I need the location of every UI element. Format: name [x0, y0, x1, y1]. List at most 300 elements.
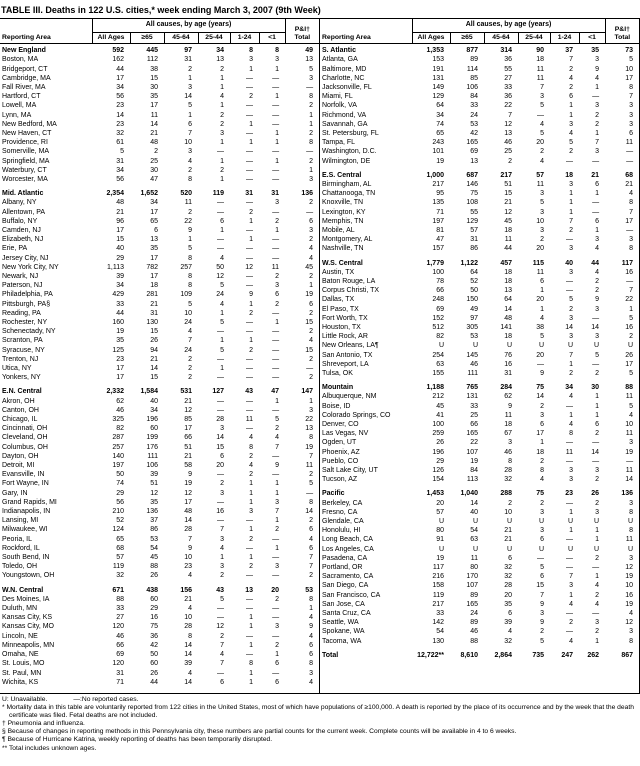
- value-cell: 1: [595, 226, 600, 234]
- value-cell: 1: [540, 287, 544, 295]
- area-cell: Knoxville, TN: [322, 199, 364, 207]
- value-cell: 20: [504, 591, 512, 599]
- value-cell: 8: [508, 457, 512, 465]
- value-cell: 11: [245, 416, 253, 424]
- value-cell: 52: [470, 277, 478, 285]
- value-cell: 5: [540, 637, 544, 645]
- value-cell: 111: [467, 370, 478, 377]
- table-row: [320, 499, 639, 508]
- value-cell: 1,000: [426, 171, 444, 179]
- table-row: [320, 235, 639, 244]
- value-cell: 11: [536, 268, 544, 276]
- value-cell: 31: [116, 669, 124, 677]
- value-cell: 9: [595, 296, 600, 304]
- value-cell: 6: [275, 660, 280, 668]
- value-cell: 3: [629, 120, 634, 128]
- area-cell: Buffalo, NY: [2, 217, 38, 225]
- value-cell: 26: [436, 439, 444, 447]
- value-cell: 3: [569, 268, 573, 276]
- table-row: [320, 198, 639, 207]
- value-cell: 4: [220, 93, 224, 101]
- value-cell: 160: [112, 318, 124, 326]
- value-cell: —: [217, 374, 224, 382]
- value-cell: 165: [466, 430, 478, 438]
- value-cell: —: [217, 605, 224, 613]
- value-cell: —: [246, 148, 253, 156]
- value-cell: 8: [629, 508, 634, 516]
- value-cell: 6: [275, 678, 280, 686]
- value-cell: 1: [220, 309, 224, 317]
- table-row: [320, 83, 639, 92]
- value-cell: —: [246, 129, 253, 137]
- value-cell: 3: [540, 190, 544, 198]
- value-cell: 2,864: [494, 651, 512, 659]
- value-cell: 1: [309, 166, 314, 174]
- value-cell: 17: [150, 102, 158, 110]
- table-row: [0, 198, 319, 207]
- value-cell: 1: [249, 120, 253, 128]
- value-cell: 34: [150, 406, 158, 414]
- value-cell: 30: [591, 384, 600, 392]
- value-cell: 17: [625, 217, 634, 225]
- value-cell: 5: [629, 56, 634, 64]
- value-cell: 5: [540, 333, 544, 341]
- col-header-pi-total: P&I† Total: [285, 19, 319, 44]
- value-cell: 1,188: [426, 384, 444, 392]
- table-row: [320, 295, 639, 304]
- value-cell: 22: [470, 439, 478, 447]
- col-header-age-5: 1-24: [550, 32, 579, 44]
- value-cell: 196: [432, 448, 444, 456]
- table-row: [320, 92, 639, 101]
- value-cell: 14: [184, 651, 192, 659]
- value-cell: 18: [504, 333, 512, 341]
- value-cell: 90: [536, 47, 544, 55]
- area-cell: Pueblo, CO: [322, 457, 359, 465]
- value-cell: 7: [540, 83, 544, 91]
- value-cell: 257: [112, 443, 124, 451]
- value-cell: 8: [188, 254, 192, 262]
- value-cell: 154: [432, 476, 444, 484]
- value-cell: 142: [432, 619, 444, 627]
- value-cell: 4: [309, 337, 314, 345]
- value-cell: 1: [275, 489, 280, 497]
- value-cell: 7: [595, 139, 600, 147]
- area-cell: Lynn, MA: [2, 111, 32, 119]
- value-cell: 85: [470, 74, 478, 82]
- col-header-age-2: ≥65: [130, 32, 164, 44]
- value-cell: 31: [504, 370, 512, 377]
- value-cell: 3: [220, 489, 224, 497]
- value-cell: 1: [249, 614, 253, 622]
- value-cell: 2: [249, 452, 253, 460]
- area-cell: San Francisco, CA: [322, 591, 381, 599]
- value-cell: 11: [625, 430, 634, 438]
- value-cell: 4: [508, 628, 512, 636]
- area-cell: Erie, PA: [2, 245, 28, 253]
- value-cell: 11: [184, 199, 192, 207]
- value-cell: 217: [432, 600, 444, 608]
- value-cell: 23: [116, 355, 124, 363]
- table-row: [0, 55, 319, 64]
- table-row: [0, 373, 319, 382]
- value-cell: 19: [184, 480, 192, 488]
- area-cell: Schenectady, NY: [2, 328, 56, 336]
- value-cell: 17: [116, 74, 124, 82]
- value-cell: 2: [309, 236, 314, 244]
- value-cell: 21: [591, 171, 600, 179]
- table-row: [0, 489, 319, 498]
- value-cell: 2: [275, 641, 280, 649]
- value-cell: —: [592, 157, 600, 165]
- area-cell: Somerville, MA: [2, 148, 50, 156]
- footnote: § Because of changes in reporting methods in this Pennsylvania city, these numbers are partial counts for the current week. Complete counts will be available in 4 to 6 weeks.: [2, 728, 517, 736]
- value-cell: 248: [432, 296, 444, 304]
- value-cell: 25: [504, 148, 512, 156]
- value-cell: 2: [220, 120, 224, 128]
- area-cell: San Jose, CA: [322, 600, 365, 608]
- value-cell: 13: [245, 586, 253, 594]
- footnote: ¶ Because of Hurricane Katrina, weekly reporting of deaths has been temporarily disrupted.: [2, 736, 273, 744]
- value-cell: 14: [591, 323, 600, 331]
- area-cell: Rochester, NY: [2, 318, 48, 326]
- value-cell: 1: [309, 605, 314, 613]
- value-cell: 1: [309, 282, 314, 290]
- value-cell: —: [272, 309, 280, 317]
- table-row: [0, 678, 319, 687]
- value-cell: —: [217, 355, 224, 363]
- value-cell: —: [272, 365, 280, 372]
- value-cell: 1,353: [426, 47, 444, 55]
- value-cell: —: [217, 614, 224, 622]
- table-row: [320, 351, 639, 360]
- value-cell: 1: [220, 337, 224, 345]
- area-cell: Toledo, OH: [2, 563, 38, 571]
- area-cell: Dayton, OH: [2, 452, 39, 460]
- value-cell: 4: [220, 254, 224, 262]
- value-cell: 54: [470, 527, 478, 535]
- value-cell: 11: [536, 65, 544, 73]
- value-cell: 127: [212, 388, 224, 396]
- value-cell: 8: [309, 434, 314, 442]
- value-cell: 1: [275, 480, 280, 488]
- value-cell: 51: [150, 480, 158, 488]
- value-cell: —: [246, 328, 253, 336]
- value-cell: 305: [466, 323, 478, 331]
- value-cell: 6: [595, 217, 600, 225]
- value-cell: 3: [249, 508, 253, 516]
- table-row: [0, 83, 319, 92]
- value-cell: —: [537, 360, 544, 368]
- value-cell: 64: [504, 296, 512, 304]
- value-cell: 4: [188, 605, 192, 613]
- value-cell: 39: [150, 471, 158, 479]
- area-cell: Elizabeth, NJ: [2, 236, 44, 244]
- area-cell: Gary, IN: [2, 489, 28, 497]
- value-cell: 1: [569, 199, 573, 207]
- area-cell: Mid. Atlantic: [2, 190, 44, 198]
- area-cell: Cincinnati, OH: [2, 425, 48, 433]
- col-header-age-1: All Ages: [92, 32, 130, 44]
- value-cell: 3: [629, 102, 634, 110]
- value-cell: —: [592, 360, 600, 368]
- value-cell: —: [626, 148, 634, 156]
- value-cell: 7: [569, 351, 573, 359]
- value-cell: 8: [569, 430, 573, 438]
- value-cell: 18: [504, 268, 512, 276]
- table-row: [0, 120, 319, 129]
- value-cell: 1: [249, 300, 253, 308]
- value-cell: 42: [470, 129, 478, 137]
- value-cell: —: [272, 74, 280, 82]
- value-cell: 1: [249, 669, 253, 677]
- value-cell: 117: [432, 564, 444, 572]
- table-row: [0, 669, 319, 678]
- value-cell: 46: [504, 448, 512, 456]
- value-cell: 5: [188, 300, 192, 308]
- value-cell: 31: [271, 190, 280, 198]
- value-cell: 14: [216, 434, 224, 442]
- area-cell: Allentown, PA: [2, 208, 46, 216]
- value-cell: 131: [432, 74, 444, 82]
- value-cell: —: [272, 572, 280, 580]
- value-cell: 11: [625, 393, 634, 401]
- value-cell: 2: [220, 111, 224, 119]
- table-row: [320, 138, 639, 147]
- value-cell: 1: [629, 305, 634, 313]
- value-cell: 14: [184, 641, 192, 649]
- value-cell: 14: [565, 323, 573, 331]
- value-cell: 3: [540, 93, 544, 101]
- value-cell: 2: [595, 370, 600, 377]
- value-cell: 46: [504, 139, 512, 147]
- value-cell: 19: [470, 457, 478, 465]
- value-cell: 37: [565, 47, 573, 55]
- value-cell: 4: [540, 120, 544, 128]
- table-row: [320, 74, 639, 83]
- area-cell: Austin, TX: [322, 268, 355, 276]
- area-cell: Indianapolis, IN: [2, 508, 51, 516]
- value-cell: 1,122: [460, 259, 478, 267]
- area-cell: Akron, OH: [2, 397, 35, 405]
- area-cell: Las Vegas, NV: [322, 430, 369, 438]
- value-cell: 1: [309, 397, 314, 405]
- table-row: [320, 637, 639, 646]
- value-cell: 5: [220, 346, 224, 354]
- value-cell: 111: [147, 452, 158, 460]
- value-cell: —: [246, 282, 253, 290]
- value-cell: 1: [569, 411, 573, 419]
- table-row: [320, 466, 639, 475]
- col-header-reporting-area: Reporting Area: [320, 19, 412, 44]
- value-cell: 13: [305, 56, 314, 64]
- value-cell: —: [566, 277, 573, 285]
- value-cell: 33: [436, 610, 444, 618]
- value-cell: 2: [309, 471, 314, 479]
- value-cell: 4: [249, 462, 253, 470]
- value-cell: 3: [508, 439, 512, 447]
- value-cell: 1: [249, 489, 253, 497]
- value-cell: 75: [536, 384, 544, 392]
- area-cell: Phoenix, AZ: [322, 448, 360, 456]
- value-cell: 57: [536, 171, 544, 179]
- table-row: [0, 175, 319, 184]
- value-cell: 36: [504, 93, 512, 101]
- table-row: [0, 226, 319, 235]
- value-cell: —: [217, 245, 224, 253]
- value-cell: —: [272, 374, 280, 382]
- value-cell: 34: [436, 111, 444, 119]
- value-cell: —: [592, 199, 600, 207]
- value-cell: —: [217, 148, 224, 156]
- table-row: [0, 336, 319, 345]
- table-row: [0, 327, 319, 336]
- value-cell: 1: [188, 111, 192, 119]
- value-cell: 30: [150, 83, 158, 91]
- area-cell: Minneapolis, MN: [2, 641, 55, 649]
- value-cell: 4: [569, 129, 573, 137]
- area-cell: Birmingham, AL: [322, 180, 372, 188]
- value-cell: U: [567, 545, 573, 553]
- area-cell: Philadelphia, PA: [2, 291, 53, 299]
- value-cell: —: [246, 318, 253, 326]
- area-cell: Milwaukee, WI: [2, 526, 48, 534]
- value-cell: 15: [305, 318, 314, 326]
- table-row: [0, 92, 319, 101]
- value-cell: 16: [150, 614, 158, 622]
- value-cell: 2: [508, 499, 512, 507]
- value-cell: 4: [595, 582, 600, 590]
- value-cell: 16: [504, 360, 512, 368]
- value-cell: 1: [220, 226, 224, 234]
- value-cell: 5: [540, 564, 544, 572]
- value-cell: 82: [436, 333, 444, 341]
- value-cell: 22: [184, 217, 192, 225]
- value-cell: 24: [184, 318, 192, 326]
- value-cell: —: [537, 554, 544, 562]
- value-cell: —: [272, 148, 280, 156]
- value-cell: 135: [432, 199, 444, 207]
- value-cell: 101: [432, 148, 444, 156]
- value-cell: 48: [116, 199, 124, 207]
- value-cell: 21: [184, 452, 192, 460]
- table-row: [320, 392, 639, 401]
- value-cell: 34: [116, 166, 124, 174]
- value-cell: 7: [275, 443, 280, 451]
- value-cell: —: [272, 346, 280, 354]
- value-cell: 1,779: [426, 259, 444, 267]
- value-cell: 8: [629, 83, 634, 91]
- value-cell: 5: [569, 139, 573, 147]
- table-row: [320, 402, 639, 411]
- table-row: [0, 244, 319, 253]
- value-cell: 1: [275, 318, 280, 326]
- table-row: [320, 226, 639, 235]
- value-cell: 2: [595, 111, 600, 119]
- value-cell: 18: [504, 277, 512, 285]
- value-cell: 3: [275, 498, 280, 506]
- value-cell: 1: [595, 129, 600, 137]
- area-cell: Columbus, OH: [2, 443, 48, 451]
- value-cell: —: [217, 199, 224, 207]
- table-title: TABLE III. Deaths in 122 U.S. cities,* week ending March 3, 2007 (9th Week): [1, 5, 321, 15]
- value-cell: 12,722**: [417, 651, 444, 659]
- table-row: [0, 129, 319, 138]
- value-cell: —: [246, 605, 253, 613]
- value-cell: 89: [470, 619, 478, 627]
- area-cell: Pasadena, CA: [322, 554, 368, 562]
- value-cell: 86: [470, 245, 478, 253]
- table-row: [0, 498, 319, 507]
- table-row: [0, 235, 319, 244]
- value-cell: 3: [595, 333, 600, 341]
- value-cell: —: [272, 120, 280, 128]
- value-cell: 2: [249, 309, 253, 317]
- value-cell: 11: [625, 139, 634, 147]
- value-cell: —: [246, 595, 253, 603]
- value-cell: 2: [540, 148, 544, 156]
- area-cell: South Bend, IN: [2, 554, 50, 562]
- value-cell: 3: [629, 499, 634, 507]
- value-cell: 17: [150, 208, 158, 216]
- value-cell: 531: [180, 388, 192, 396]
- value-cell: 2: [540, 402, 544, 410]
- value-cell: 156: [180, 586, 192, 594]
- value-cell: 512: [432, 323, 444, 331]
- table-row: [0, 184, 319, 198]
- value-cell: U: [472, 545, 478, 553]
- value-cell: 4: [309, 254, 314, 262]
- value-cell: 325: [112, 416, 124, 424]
- table-row: [0, 641, 319, 650]
- table-row: [0, 604, 319, 613]
- table-row: [320, 101, 639, 110]
- value-cell: —: [592, 314, 600, 322]
- area-cell: Miami, FL: [322, 93, 353, 101]
- table-row: [0, 217, 319, 226]
- value-cell: 38: [536, 323, 544, 331]
- value-cell: 6: [508, 554, 512, 562]
- area-cell: Tulsa, OK: [322, 370, 353, 377]
- value-cell: 4: [595, 74, 600, 82]
- value-cell: —: [566, 499, 573, 507]
- value-cell: 69: [116, 651, 124, 659]
- value-cell: 17: [116, 226, 124, 234]
- value-cell: 78: [436, 277, 444, 285]
- value-cell: 39: [504, 619, 512, 627]
- value-cell: 125: [112, 346, 124, 354]
- table-row: [320, 111, 639, 120]
- value-cell: 107: [466, 448, 478, 456]
- value-cell: —: [537, 111, 544, 119]
- value-cell: 33: [116, 605, 124, 613]
- value-cell: U: [628, 545, 634, 553]
- value-cell: 44: [150, 678, 158, 686]
- area-cell: S. Atlantic: [322, 47, 356, 55]
- value-cell: —: [566, 564, 573, 572]
- value-cell: 146: [466, 180, 478, 188]
- table-row: [0, 516, 319, 525]
- value-cell: 74: [116, 480, 124, 488]
- area-cell: Berkeley, CA: [322, 499, 363, 507]
- value-cell: 88: [470, 637, 478, 645]
- value-cell: U: [438, 518, 444, 526]
- area-cell: New England: [2, 47, 46, 55]
- value-cell: 24: [470, 610, 478, 618]
- value-cell: 4: [595, 268, 600, 276]
- value-cell: 20: [216, 462, 224, 470]
- value-cell: 136: [301, 190, 314, 198]
